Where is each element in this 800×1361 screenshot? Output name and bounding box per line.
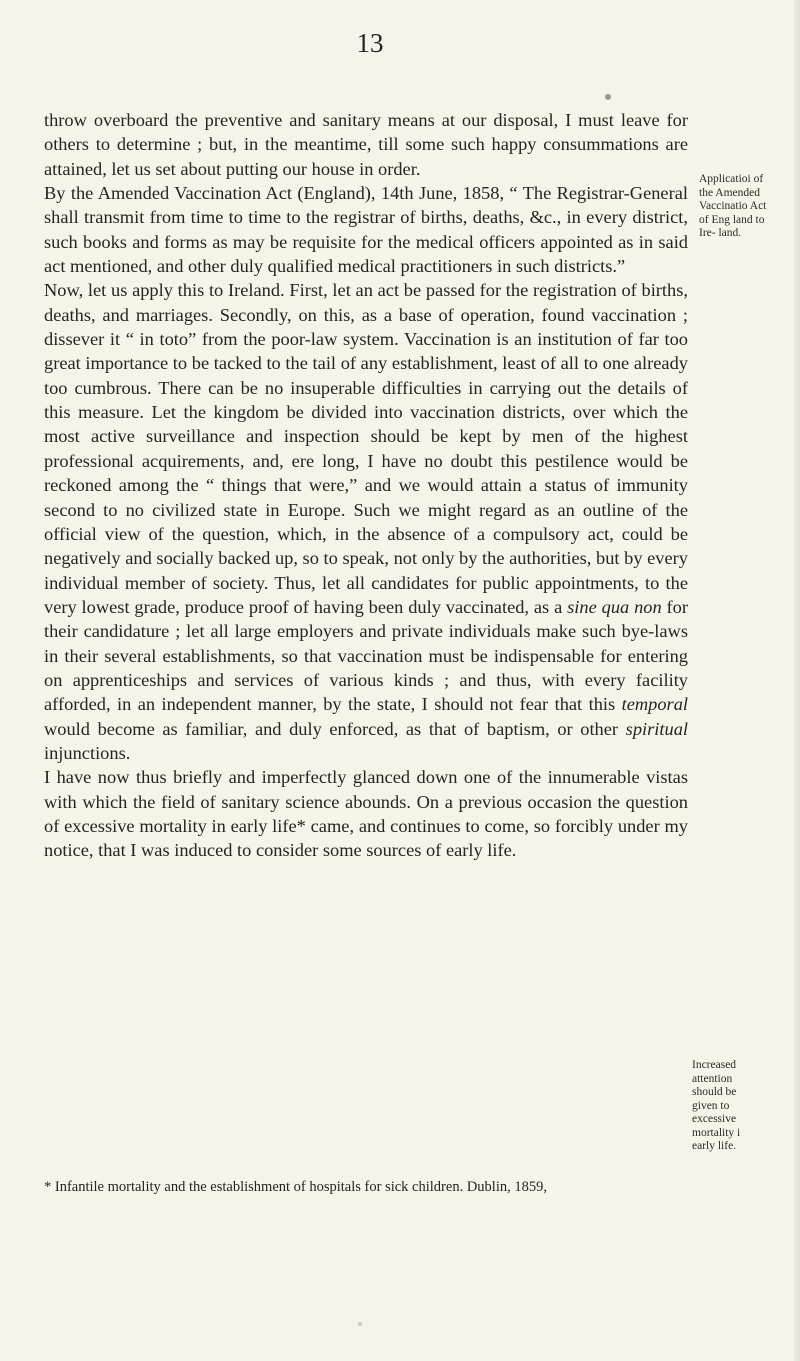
paragraph-4: [44, 765, 688, 862]
body-text: [44, 108, 688, 863]
footnote: * Infantile mortality and the establishment of hospitals for sick children. Dublin, 1859,: [44, 1179, 547, 1195]
margin-note-vaccination-act: Applicatioi of the Amended Vaccinatio Act of Eng land to Ire- land.: [699, 173, 767, 239]
paper-mark: [358, 1322, 362, 1326]
paragraph-3-cont-3: injunctions.: [44, 742, 131, 763]
paragraph-3-cont-1: for their candidature ; let all large employers and private individuals make such bye-laws in their several establishments, so that vaccination must be indispensable for entering on apprenticeships and services of various kinds ; and thus, with every facility afforded, in an independent manner, by the state, I should not fear that this: [44, 596, 688, 715]
paragraph-3: [44, 278, 688, 765]
paragraph-1: throw overboard the preventive and sanitary means at our disposal, I must leave for others to determine ; but, in the meantime, till some such happy consummations are attained, let us set about putting our house in order.: [44, 110, 688, 179]
paragraph-3-text: Now, let us apply this to Ireland. First, let an act be passed for the registration of births, deaths, and marriages. Secondly, on this, as a base of operation, found vaccination ; dissever it “ in toto” from the poor-law system. Vaccination is an institution of far too great importance to be tacked to the tail of any establishment, least of all to one already too cumbrous. There can be no insuperable difficulties in carrying out the details of this measure. Let the kingdom be divided into vaccination districts, over which the most active surveillance and inspection should be kept by men of the highest professional acquirements, and, ere long, I have no doubt this pestilence would be reckoned among the “ things that were,” and we would attain a status of immunity second to no civilized state in Europe. Such we might regard as an outline of the official view of the question, which, in the absence of a compulsory act, could be negatively and socially backed up, so to speak, not only by the authorities, but by every individual member of society. Thus, let all candidates for public appointments, to the very lowest grade, produce proof of having been duly vaccinated, as a: [44, 280, 688, 617]
ink-dot: [605, 94, 611, 100]
paragraph-3-cont-2: would become as familiar, and duly enforced, as that of baptism, or other: [44, 718, 619, 739]
paragraph-4-text: I have now thus briefly and imperfectly glanced down one of the innumerable vistas with which the field of sanitary science abounds. On a previous occasion the question of excessive mortality in early life* came, and continues to come, so forcibly under my notice, that I was induced to consider some sources of: [44, 767, 688, 861]
italic-temporal: temporal: [621, 694, 688, 715]
page-edge-shadow: [794, 0, 800, 1361]
paragraph-2: By the Amended Vaccination Act (England), 14th June, 1858, “ The Registrar-General shall transmit from time to time to the registrar of births, deaths, &c., in every district, such books and forms as may be requisite for the medical officers appointed as in said act mentioned, and other duly qualified medical practitioners in such districts.”: [44, 183, 688, 277]
italic-sine-qua-non: sine qua non: [567, 596, 662, 617]
paragraph-4-end: early life.: [441, 840, 517, 861]
italic-spiritual: spiritual: [625, 718, 688, 739]
page-number: 13: [356, 28, 384, 58]
margin-note-mortality: Increased attention should be given to excessive mortality i early life.: [692, 1059, 741, 1152]
